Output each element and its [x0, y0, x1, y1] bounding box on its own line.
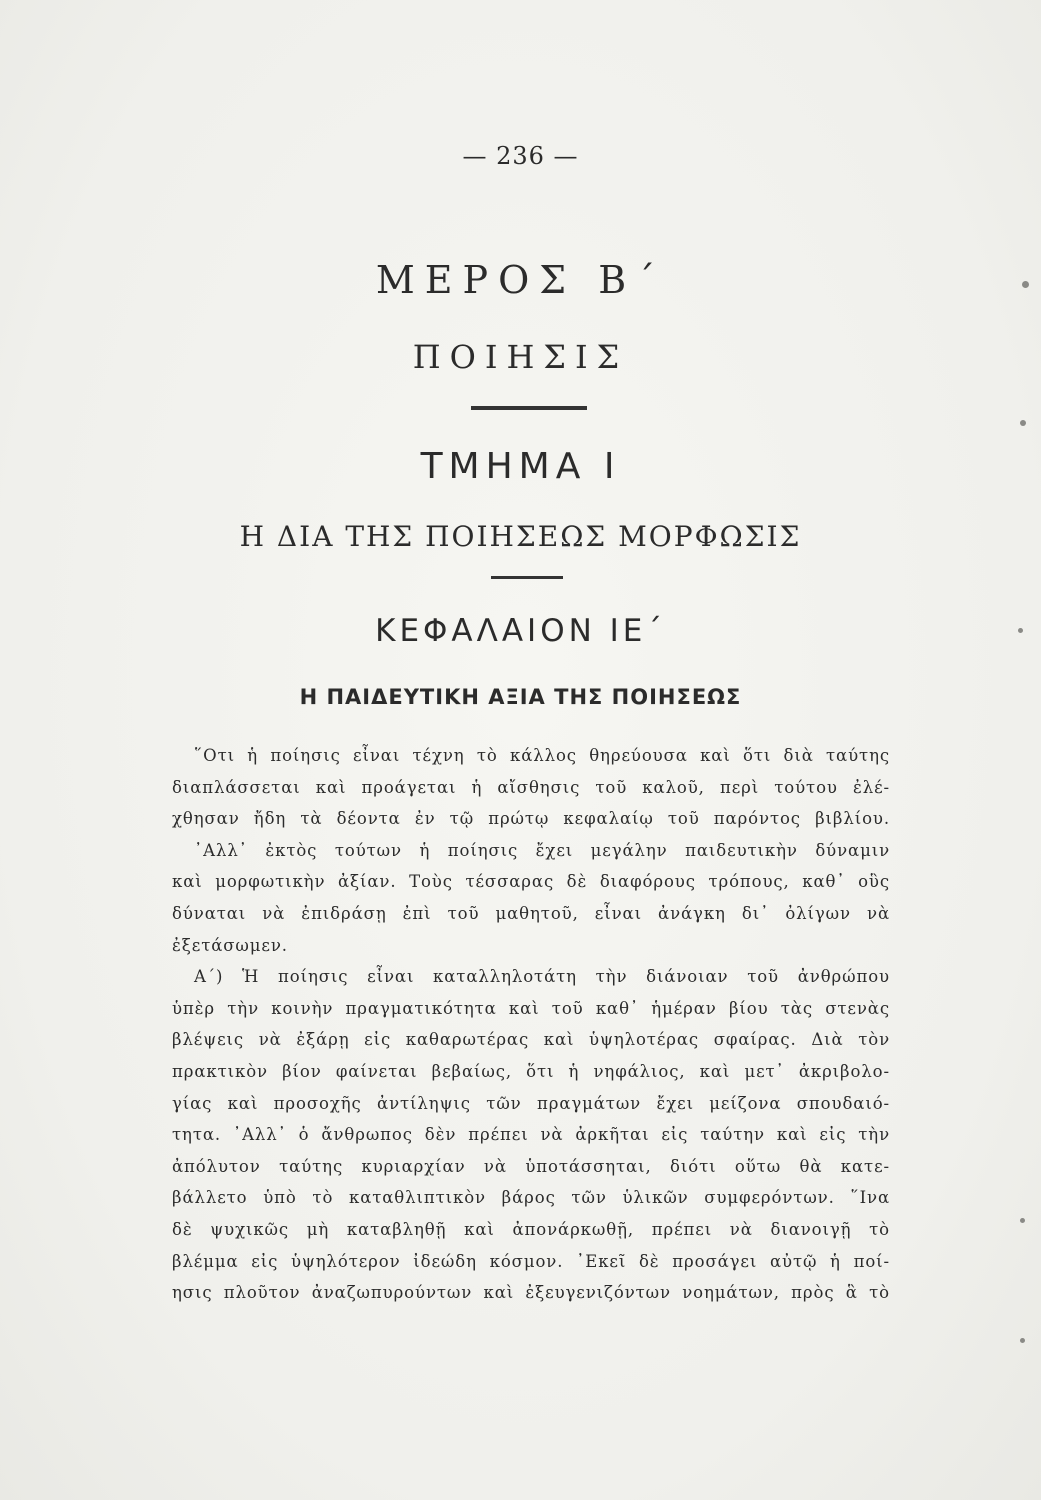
body-line: γίας καὶ προσοχῆς ἀντίληψις τῶν πραγμάτων ἔχει μείζονα σπουδαιό- [172, 1093, 890, 1113]
body-line: καὶ μορφωτικὴν ἀξίαν. Τοὺς τέσσαρας δὲ διαφόρους τρόπους, καθ᾿ οὓς [172, 872, 890, 892]
body-line: δὲ ψυχικῶς μὴ καταβληθῇ καὶ ἀπονάρκωθῇ, πρέπει νὰ διανοιγῇ τὸ [172, 1219, 890, 1239]
body-line: τητα. ᾿Αλλ᾿ ὁ ἄνθρωπος δὲν πρέπει νὰ ἀρκῆται εἰς ταύτην καὶ εἰς τὴν [172, 1125, 890, 1145]
body-line: βλέψεις νὰ ἐξάρῃ εἰς καθαρωτέρας καὶ ὑψηλοτέρας σφαίρας. Διὰ τὸν [172, 1030, 890, 1050]
body-line: χθησαν ἤδη τὰ δέοντα ἐν τῷ πρώτῳ κεφαλαίῳ τοῦ παρόντος βιβλίου. [172, 809, 890, 829]
scan-speck [1018, 628, 1023, 633]
part-title: ΜΕΡΟΣ Β΄ [375, 258, 666, 302]
chapter-subtitle: Η ΠΑΙΔΕΥΤΙΚΗ ΑΞΙΑ ΤΗΣ ΠΟΙΗΣΕΩΣ [299, 685, 742, 709]
body-line: ᾿Αλλ᾿ ἐκτὸς τούτων ἡ ποίησις ἔχει μεγάλην παιδευτικὴν δύναμιν [194, 840, 890, 860]
body-line: δύναται νὰ ἐπιδράσῃ ἐπὶ τοῦ μαθητοῦ, εἶναι ἀνάγκη δι᾿ ὀλίγων νὰ [172, 903, 890, 923]
scan-speck [1020, 1218, 1025, 1223]
body-line: Α΄) Ἡ ποίησις εἶναι καταλληλοτάτη τὴν διάνοιαν τοῦ ἀνθρώπου [194, 967, 890, 987]
chapter-title: ΚΕΦΑΛΑΙΟΝ ΙΕ΄ [375, 613, 666, 649]
scan-speck [1020, 420, 1026, 426]
body-line: ὑπὲρ τὴν κοινὴν πραγματικότητα καὶ τοῦ καθ᾿ ἡμέραν βίου τὰς στενὰς [172, 998, 890, 1018]
body-line: βλέμμα εἰς ὑψηλότερον ἰδεώδη κόσμον. ᾿Εκεῖ δὲ προσάγει αὐτῷ ἡ ποί- [172, 1251, 890, 1271]
body-line: διαπλάσσεται καὶ προάγεται ἡ αἴσθησις τοῦ καλοῦ, περὶ τούτου ἐλέ- [172, 777, 890, 797]
body-line: βάλλετο ὑπὸ τὸ καταθλιπτικὸν βάρος τῶν ὑλικῶν συμφερόντων. ῞Ινα [172, 1188, 890, 1208]
body-line: πρακτικὸν βίον φαίνεται βεβαίως, ὅτι ἡ νηφάλιος, καὶ μετ᾿ ἀκριβολο- [172, 1061, 890, 1081]
divider-rule-short [491, 576, 563, 579]
section-title: ΤΜΗΜΑ Ι [420, 446, 621, 487]
body-line: ἐξετάσωμεν. [172, 935, 288, 955]
scan-speck [1020, 1338, 1025, 1343]
scan-speck [1022, 281, 1029, 288]
body-line: ησις πλοῦτον ἀναζωπυρούντων καὶ ἐξευγενιζόντων νοημάτων, πρὸς ἃ τὸ [172, 1283, 890, 1303]
divider-rule [471, 406, 587, 410]
body-line: ῞Οτι ἡ ποίησις εἶναι τέχνη τὸ κάλλος θηρεύουσα καὶ ὅτι διὰ ταύτης [194, 746, 890, 765]
body-text [172, 740, 890, 1309]
part-subtitle: ΠΟΙΗΣΙΣ [412, 338, 629, 376]
body-line: ἀπόλυτον ταύτης κυριαρχίαν νὰ ὑποτάσσηται, διότι οὕτω θὰ κατε- [172, 1156, 890, 1176]
page-number: — 236 — [462, 142, 579, 170]
section-subtitle: Η ΔΙΑ ΤΗΣ ΠΟΙΗΣΕΩΣ ΜΟΡΦΩΣΙΣ [239, 520, 802, 553]
